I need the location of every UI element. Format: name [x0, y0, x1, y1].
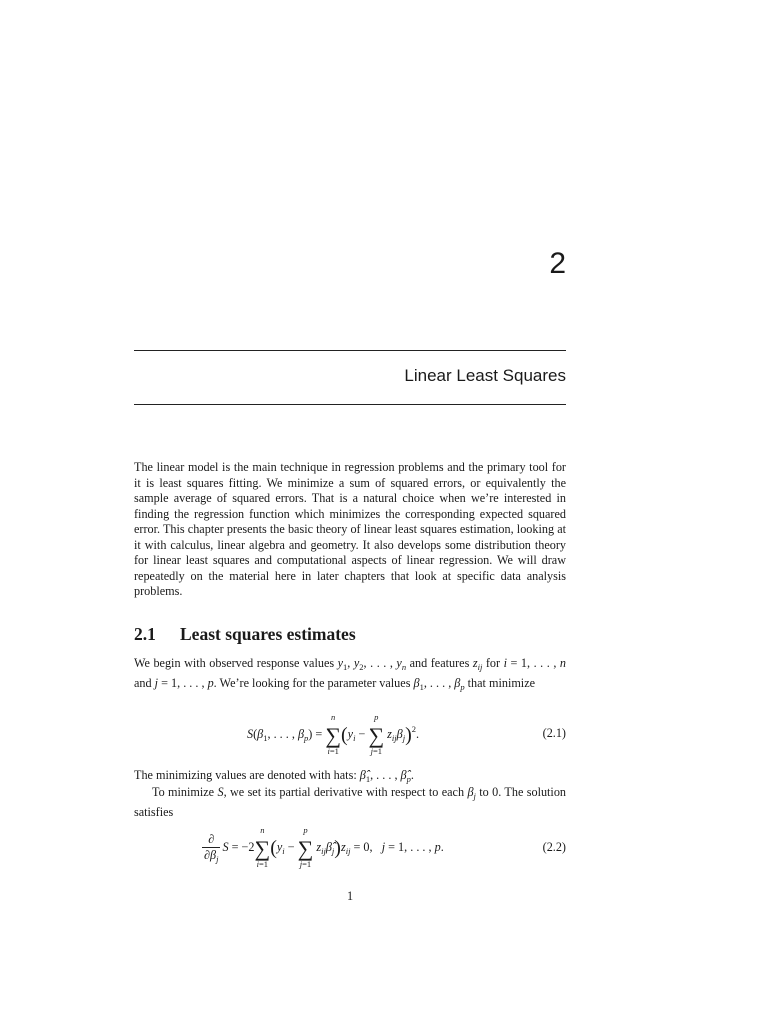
- equation-2-2-body: $\frac{\partial}{\partial\beta_j}$ S = −2 n ∑ i=1 ($y_i$ − p ∑ j=1 $z_{ij}\betâ_j)z_{ij} = 0$, j = 1, . . . , p.: [204, 824, 444, 869]
- section-number: 2.1: [134, 624, 156, 644]
- bottom-rule: [134, 404, 566, 405]
- para2-text-3: to 0. The solution satisfies: [134, 785, 567, 819]
- para1-text-4: and: [134, 675, 155, 690]
- equation-2-1-label: (2.1): [542, 726, 566, 740]
- section-title: Least squares estimates: [180, 624, 356, 644]
- hats-text: The minimizing values are denoted with hats:: [134, 768, 360, 782]
- intro-paragraph: The linear model is the main technique in regression problems and the primary tool for it is least squares fitting. We minimize a sum of squared errors, or equivalently the sample average of squared errors. That is a natural choice when we’re interested in finding the regression function which minimizes the corresponding expected squared error. This chapter presents the basic theory of linear least squares estimation, looking at it with calculus, linear algebra and geometry. It also develops some distribution theory for linear least squares and computational aspects of linear regression. We will draw repeatedly on the material here in later chapters that look at specific data analysis problems.: [134, 460, 566, 598]
- para2-text-2: , we set its partial derivative with respect to each: [223, 785, 468, 799]
- para1-text-5: . We’re looking for the parameter values: [213, 675, 414, 690]
- chapter-number: 2: [549, 247, 566, 280]
- equation-2-2-label: (2.2): [542, 840, 566, 854]
- equation-2-1-body: $S(\beta_1$, . . . , $\beta_p$) = n ∑ i=1 ($y_i$ − p ∑ j=1 $z_{ij}\beta_j)^2$.: [247, 712, 420, 756]
- para1-text-1: We begin with observed response values: [134, 656, 338, 670]
- paragraph-minimize: To minimize S, we set its partial derivative with respect to each $\beta_j$ to 0. The solution satisfies: [134, 785, 567, 819]
- paragraph-observed-values: We begin with observed response values $y_1$, $y_2$, . . . , $y_n$ and features $z_{ij}$ for i = 1, . . . , n and j = 1, . . . , p. We’re looking for the parameter values $\beta_1$, . . . , $\beta_p$ that minimize: [134, 656, 566, 692]
- page-number: 1: [346, 889, 354, 903]
- para1-text-3: for: [482, 656, 504, 670]
- equation-2-1: [134, 710, 566, 756]
- para1-text-2: and features: [406, 656, 473, 670]
- chapter-title: Linear Least Squares: [404, 366, 566, 385]
- para2-text-1: To minimize: [152, 785, 218, 799]
- top-rule: [134, 350, 566, 351]
- hats-sentence: The minimizing values are denoted with hats: $\betâ_1$, . . . , $\betâ_p$.: [134, 768, 414, 784]
- equation-2-2: [134, 824, 566, 872]
- section-heading: [134, 622, 356, 646]
- para1-text-6: that minimize: [464, 675, 536, 690]
